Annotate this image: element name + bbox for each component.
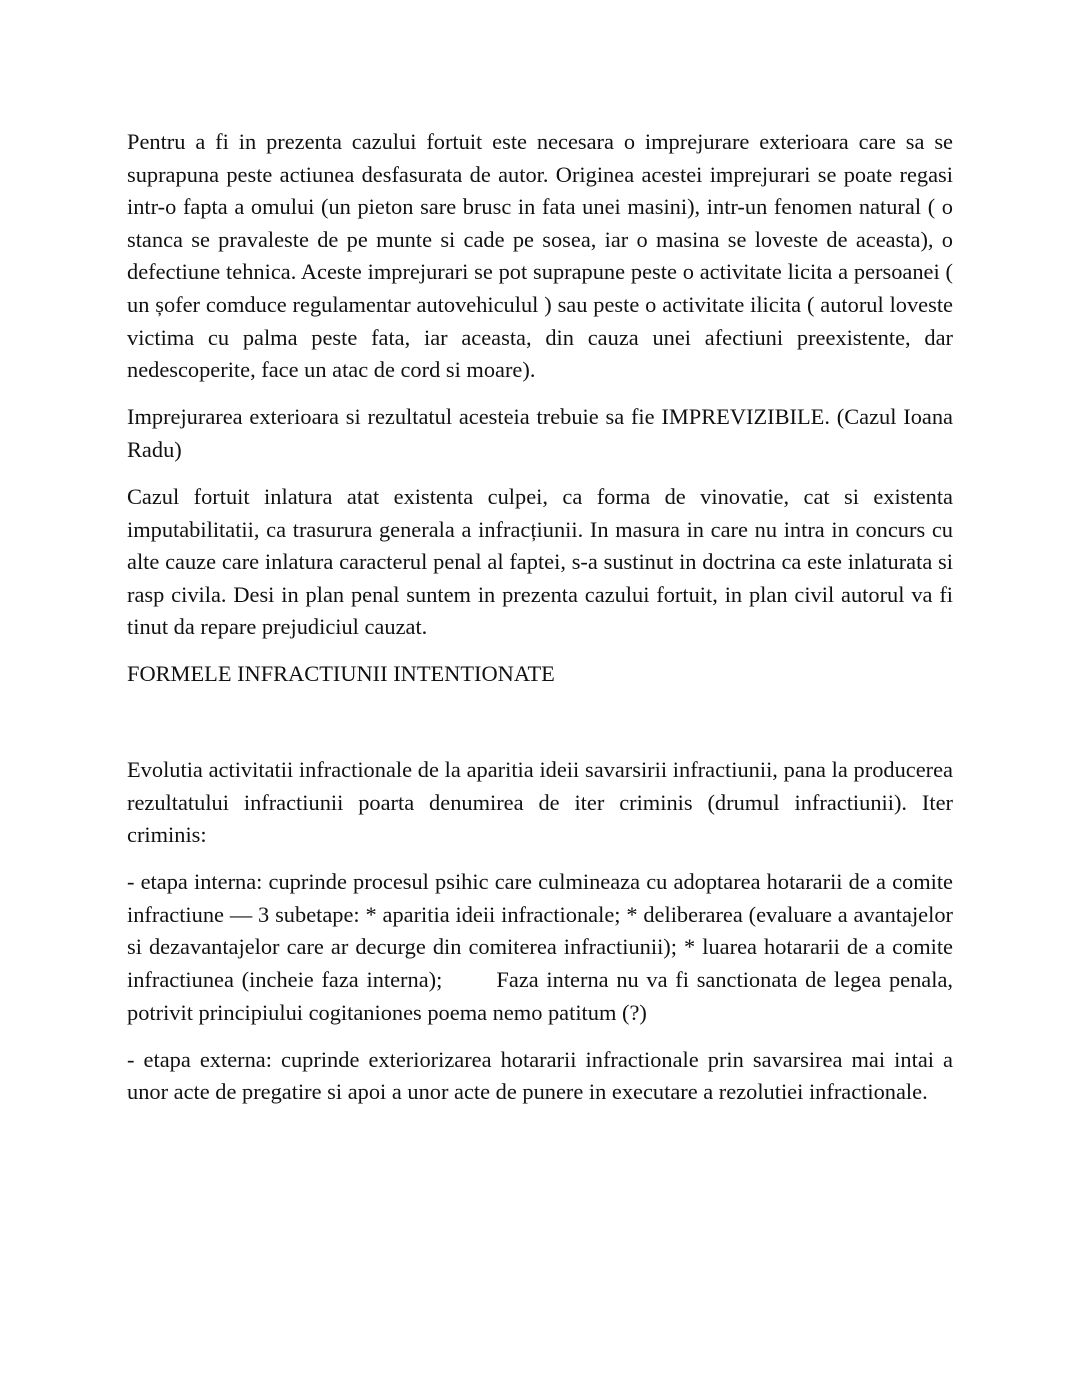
document-body xyxy=(127,126,959,1109)
paragraph-iter-criminis: Evolutia activitatii infractionale de la aparitia ideii savarsirii infractiunii, pana la producerea rezultatului infractiunii poarta denumirea de iter criminis (drumul infractiunii). Iter criminis: xyxy=(127,757,953,848)
paragraph-etapa-externa: - etapa externa: cuprinde exteriorizarea hotararii infractionale prin savarsirea mai intai a unor acte de pregatire si apoi a unor acte de punere in executare a rezolutiei infractionale. xyxy=(127,1046,953,1105)
paragraph-gap xyxy=(127,387,953,402)
paragraph-gap xyxy=(127,466,953,481)
section-gap xyxy=(127,691,953,754)
paragraph-cazul-fortuit-definitie: Pentru a fi in prezenta cazului fortuit este necesara o imprejurare exterioara care sa se suprapuna peste actiunea desfasurata de autor. Originea acestei imprejurari se poate regasi intr-o fapta a omului (un pieton sare brusc in fata unei masini), intr-un fenomen natural ( o stanca se pravaleste de pe munte si cade pe sosea, iar o masina se loveste de aceasta), o defectiune tehnica. Aceste imprejurari se pot suprapune peste o activitate licita a persoanei ( un șofer comduce regulamentar autovehiculul ) sau peste o activitate ilicita ( autorul loveste victima cu palma peste fata, iar aceasta, din cauza unei afectiuni preexistente, dar nedescoperite, face un atac de cord si moare). xyxy=(127,129,953,383)
paragraph-gap xyxy=(127,1029,953,1044)
paragraph-efecte-caz-fortuit: Cazul fortuit inlatura atat existenta culpei, ca forma de vinovatie, cat si existenta imputabilitatii, ca trasurura generala a infracțiunii. In masura in care nu intra in concurs cu alte cauze care inlatura caracterul penal al faptei, s-a sustinut in doctrina ca este inlaturata si rasp civila. Desi in plan penal suntem in prezenta cazului fortuit, in plan civil autorul va fi tinut da repare prejudiciul cauzat. xyxy=(127,483,953,640)
paragraph-gap xyxy=(127,852,953,867)
paragraph-gap xyxy=(127,644,953,659)
paragraph-etapa-interna: - etapa interna: cuprinde procesul psihic care culmineaza cu adoptarea hotararii de a comite infractiune — 3 subetape: * aparitia ideii infractionale; * deliberarea (evaluare a avantajelor si dezavantajelor care ar decurge din comiterea infractiunii); * luarea hotararii de a comite infractiunea (incheie faza interna); Faza interna nu va fi sanctionata de legea penala, potrivit principiului cogitaniones poema nemo patitum (?) xyxy=(127,869,959,1025)
paragraph-imprevizibile: Imprejurarea exterioara si rezultatul acesteia trebuie sa fie IMPREVIZIBILE. (Cazul Ioana Radu) xyxy=(127,404,953,462)
section-heading: FORMELE INFRACTIUNII INTENTIONATE xyxy=(127,661,555,687)
